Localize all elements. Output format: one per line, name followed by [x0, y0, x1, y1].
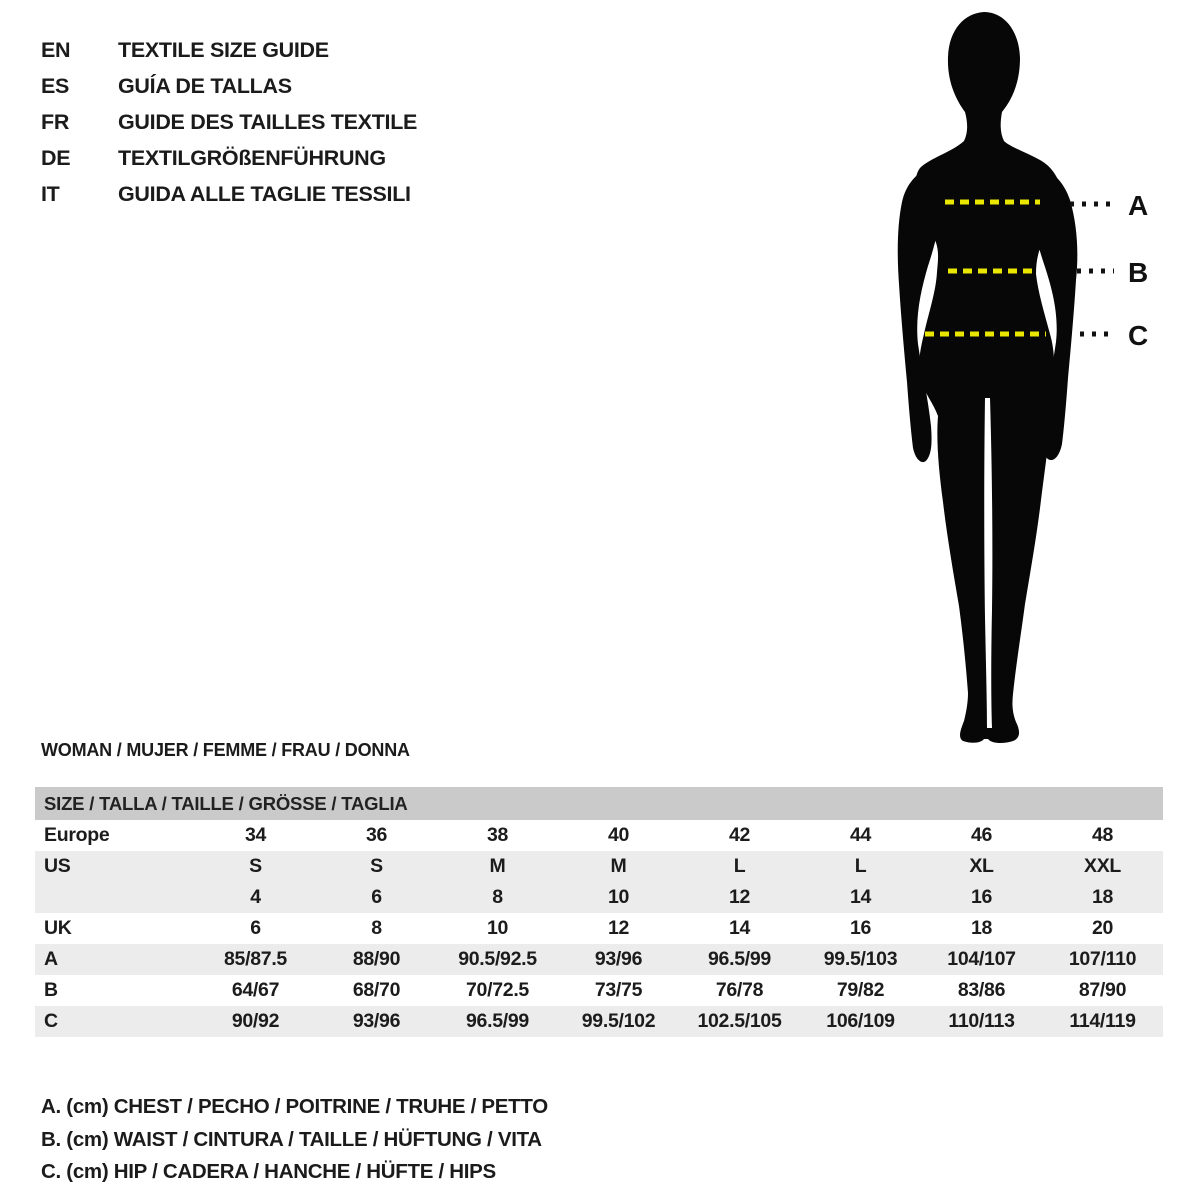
table-row — [35, 1006, 1163, 1037]
language-code: FR — [41, 109, 70, 134]
size-value-cell: 76/78 — [715, 979, 764, 1001]
language-row — [41, 176, 417, 212]
size-value-cell: M — [610, 855, 627, 877]
size-value-cell: 114/119 — [1069, 1010, 1136, 1032]
size-value-cell: 12 — [728, 886, 751, 908]
language-title: GUIDA ALLE TAGLIE TESSILI — [118, 181, 411, 206]
size-value-cell: 106/109 — [826, 1010, 895, 1032]
chest-marker-label: A — [1128, 190, 1149, 221]
size-value-cell: 87/90 — [1078, 979, 1127, 1001]
size-value-cell: 18 — [970, 917, 993, 939]
row-label: B — [44, 979, 58, 1001]
measurement-legend — [41, 1091, 548, 1189]
size-value-cell: 4 — [250, 886, 261, 908]
size-value-cell: 44 — [849, 824, 872, 846]
legend-row: A. (cm) CHEST / PECHO / POITRINE / TRUHE / PETTO — [41, 1095, 548, 1119]
size-value-cell: 40 — [607, 824, 630, 846]
size-value-cell: 20 — [1091, 917, 1114, 939]
language-title: TEXTILGRÖßENFÜHRUNG — [118, 145, 386, 170]
size-value-cell: 6 — [371, 886, 382, 908]
size-value-cell: S — [370, 855, 383, 877]
waist-marker-label: B — [1128, 257, 1149, 288]
table-row — [35, 882, 1163, 913]
size-value-cell: 16 — [970, 886, 993, 908]
size-value-cell: 107/110 — [1068, 948, 1137, 970]
size-table-body — [35, 820, 1163, 1037]
table-row — [35, 944, 1163, 975]
size-value-cell: 48 — [1091, 824, 1114, 846]
size-table — [35, 787, 1163, 1037]
table-row — [35, 851, 1163, 882]
size-value-cell: 6 — [250, 917, 261, 939]
language-list — [41, 32, 417, 212]
row-label: C — [44, 1010, 58, 1032]
size-value-cell: 36 — [365, 824, 388, 846]
size-value-cell: 18 — [1091, 886, 1114, 908]
language-code: EN — [41, 37, 71, 62]
language-row — [41, 68, 417, 104]
size-value-cell: 10 — [486, 917, 509, 939]
language-code: IT — [41, 181, 60, 206]
size-value-cell: 110/113 — [948, 1010, 1015, 1032]
size-value-cell: 12 — [607, 917, 630, 939]
table-row — [35, 913, 1163, 944]
woman-silhouette-svg — [880, 0, 1200, 760]
legend-row: C. (cm) HIP / CADERA / HANCHE / HÜFTE / HIPS — [41, 1160, 496, 1184]
size-value-cell: 104/107 — [947, 948, 1016, 970]
size-value-cell: XXL — [1083, 855, 1122, 877]
size-value-cell: M — [489, 855, 506, 877]
measurement-figure — [880, 0, 1200, 760]
table-row — [35, 820, 1163, 851]
size-value-cell: XL — [969, 855, 994, 877]
size-value-cell: 93/96 — [352, 1010, 401, 1032]
size-value-cell: 96.5/99 — [708, 948, 771, 970]
section-title: WOMAN / MUJER / FEMME / FRAU / DONNA — [41, 740, 410, 760]
size-value-cell: 96.5/99 — [466, 1010, 529, 1032]
size-value-cell: 16 — [849, 917, 872, 939]
size-value-cell: 90/92 — [231, 1010, 280, 1032]
size-value-cell: 88/90 — [352, 948, 401, 970]
size-value-cell: 99.5/102 — [581, 1010, 656, 1032]
size-value-cell: 73/75 — [594, 979, 643, 1001]
size-value-cell: 68/70 — [352, 979, 401, 1001]
row-label: US — [44, 855, 71, 877]
language-row — [41, 104, 417, 140]
size-value-cell: 99.5/103 — [823, 948, 898, 970]
size-value-cell: 90.5/92.5 — [458, 948, 537, 970]
size-value-cell: L — [854, 855, 867, 877]
size-value-cell: 8 — [371, 917, 382, 939]
size-value-cell: 83/86 — [957, 979, 1006, 1001]
size-value-cell: 10 — [607, 886, 630, 908]
size-value-cell: 85/87.5 — [224, 948, 287, 970]
size-table-header: SIZE / TALLA / TAILLE / GRÖSSE / TAGLIA — [35, 787, 1163, 820]
size-value-cell: 93/96 — [594, 948, 643, 970]
size-value-cell: L — [733, 855, 746, 877]
legend-row: B. (cm) WAIST / CINTURA / TAILLE / HÜFTUNG / VITA — [41, 1127, 542, 1151]
size-value-cell: 70/72.5 — [466, 979, 529, 1001]
size-value-cell: 79/82 — [836, 979, 885, 1001]
size-value-cell: 14 — [728, 917, 751, 939]
language-title: TEXTILE SIZE GUIDE — [118, 37, 329, 62]
row-label: A — [44, 948, 58, 970]
size-value-cell: 46 — [970, 824, 993, 846]
row-label: UK — [44, 917, 72, 939]
size-value-cell: 14 — [849, 886, 872, 908]
size-value-cell: 38 — [486, 824, 509, 846]
language-title: GUIDE DES TAILLES TEXTILE — [118, 109, 418, 134]
language-title: GUÍA DE TALLAS — [118, 73, 292, 98]
size-value-cell: S — [249, 855, 262, 877]
size-value-cell: 42 — [728, 824, 751, 846]
table-row — [35, 975, 1163, 1006]
size-value-cell: 8 — [492, 886, 503, 908]
language-row — [41, 32, 417, 68]
row-label: Europe — [44, 824, 110, 846]
size-value-cell: 102.5/105 — [697, 1010, 782, 1032]
size-value-cell: 64/67 — [231, 979, 280, 1001]
language-row — [41, 140, 417, 176]
size-value-cell: 34 — [244, 824, 267, 846]
hip-marker-label: C — [1128, 320, 1149, 351]
language-code: ES — [41, 73, 70, 98]
language-code: DE — [41, 145, 71, 170]
